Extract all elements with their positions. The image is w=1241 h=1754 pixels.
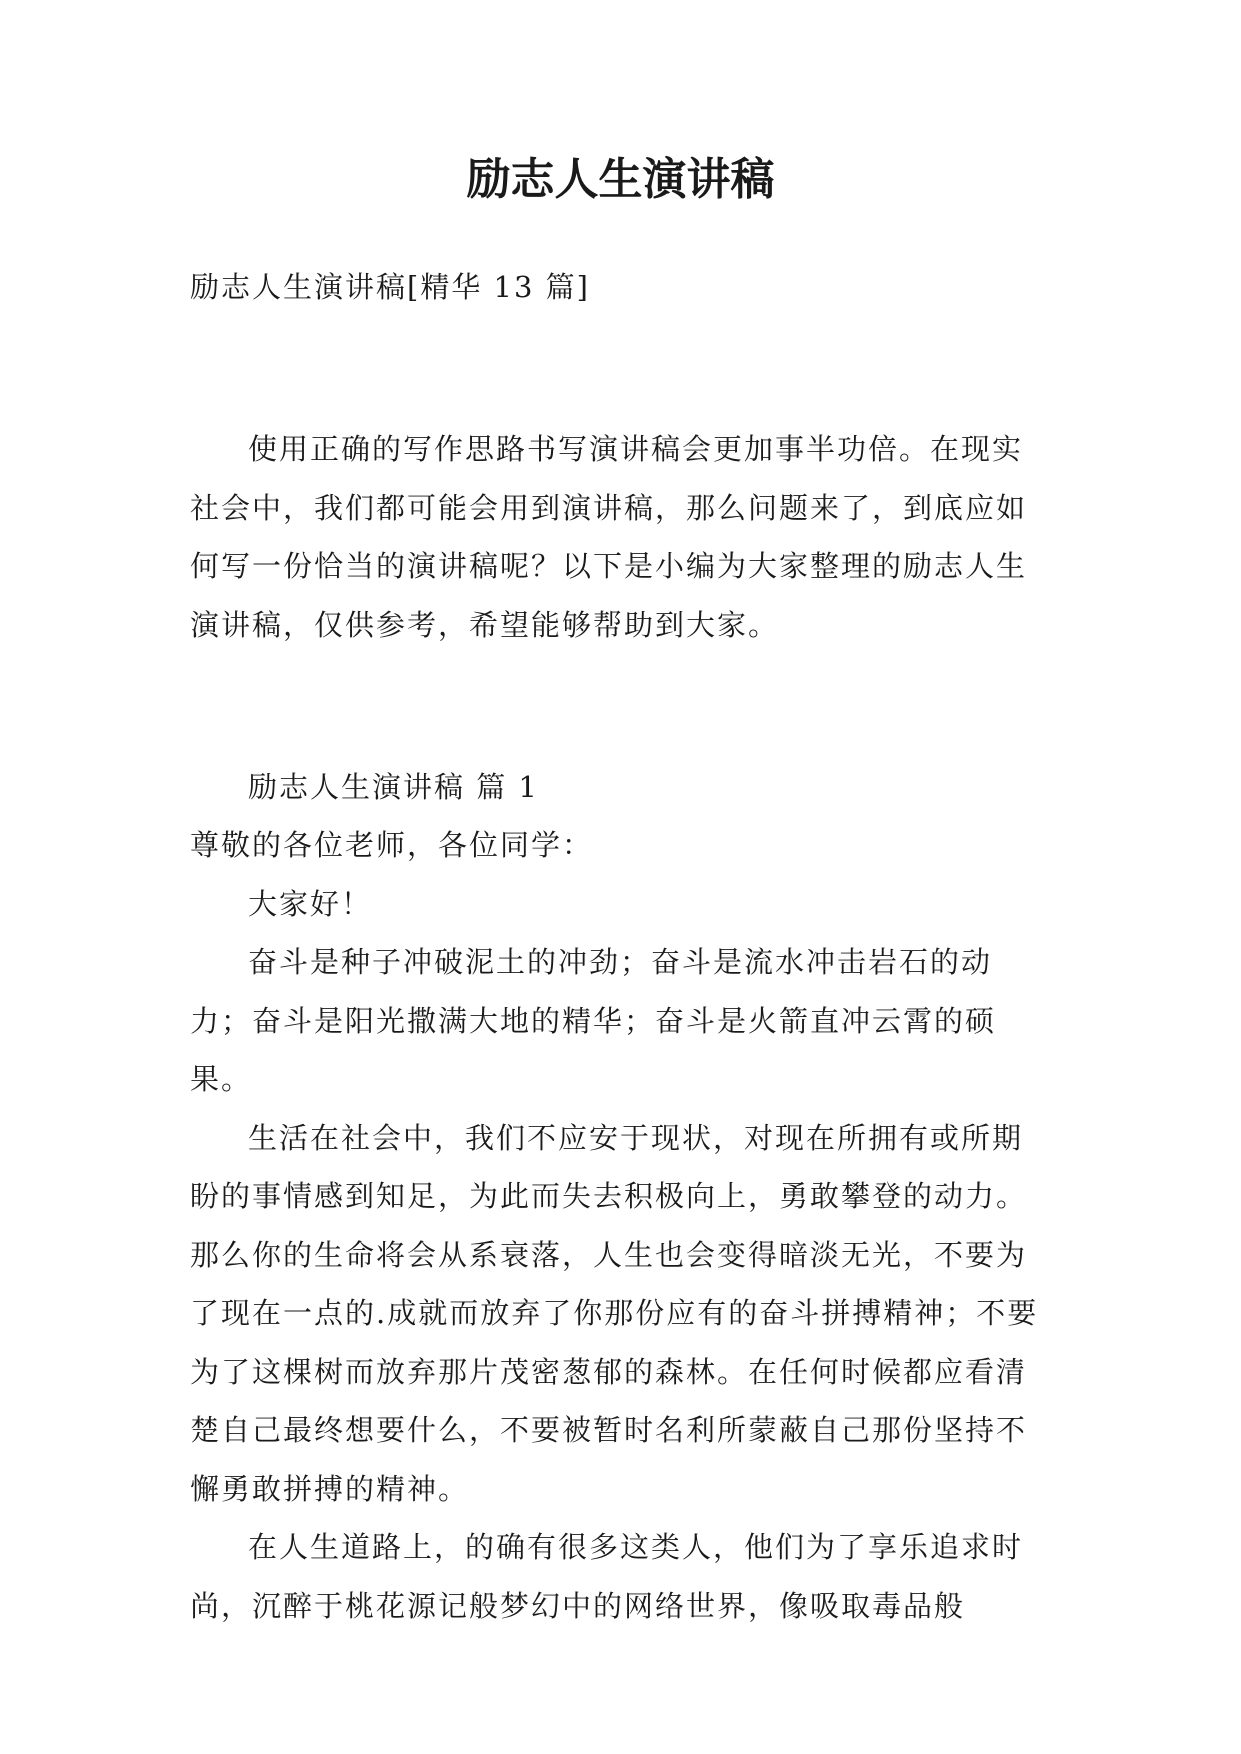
body-paragraph: 生活在社会中，我们不应安于现状，对现在所拥有或所期盼的事情感到知足，为此而失去积极向上，勇敢攀登的动力。那么你的生命将会从系衰落，人生也会变得暗淡无光，不要为了现在一点的.成就而放弃了你那份应有的奋斗拼搏精神；不要为了这棵树而放弃那片茂密葱郁的森林。在任何时候都应看清楚自己最终想要什么，不要被暂时名利所蒙蔽自己那份坚持不懈勇敢拼搏的精神。	[190, 1120, 1039, 1506]
body-paragraph: 在人生道路上，的确有很多这类人，他们为了享乐追求时尚，沉醉于桃花源记般梦幻中的网络世界，像吸取毒品般	[190, 1530, 1024, 1623]
document-title: 励志人生演讲稿	[466, 154, 775, 205]
spacer	[190, 317, 1050, 376]
body-paragraph: 奋斗是种子冲破泥土的冲劲；奋斗是流水冲击岩石的动力；奋斗是阳光撒满大地的精华；奋斗是火箭直冲云霄的硕果。	[190, 945, 997, 1096]
document-body	[190, 258, 1050, 1635]
document-subtitle: 励志人生演讲稿[精华 13 篇]	[190, 270, 590, 304]
greeting: 大家好！	[248, 886, 373, 921]
intro-paragraph: 使用正确的写作思路书写演讲稿会更加事半功倍。在现实社会中，我们都可能会用到演讲稿，那么问题来了，到底应如何写一份恰当的演讲稿呢？以下是小编为大家整理的励志人生演讲稿，仅供参考，希望能够帮助到大家。	[190, 432, 1028, 642]
spacer	[190, 713, 1050, 758]
section-heading: 励志人生演讲稿 篇 1	[248, 769, 539, 804]
spacer	[190, 654, 1050, 713]
spacer	[190, 375, 1050, 420]
salutation: 尊敬的各位老师，各位同学：	[190, 828, 594, 862]
